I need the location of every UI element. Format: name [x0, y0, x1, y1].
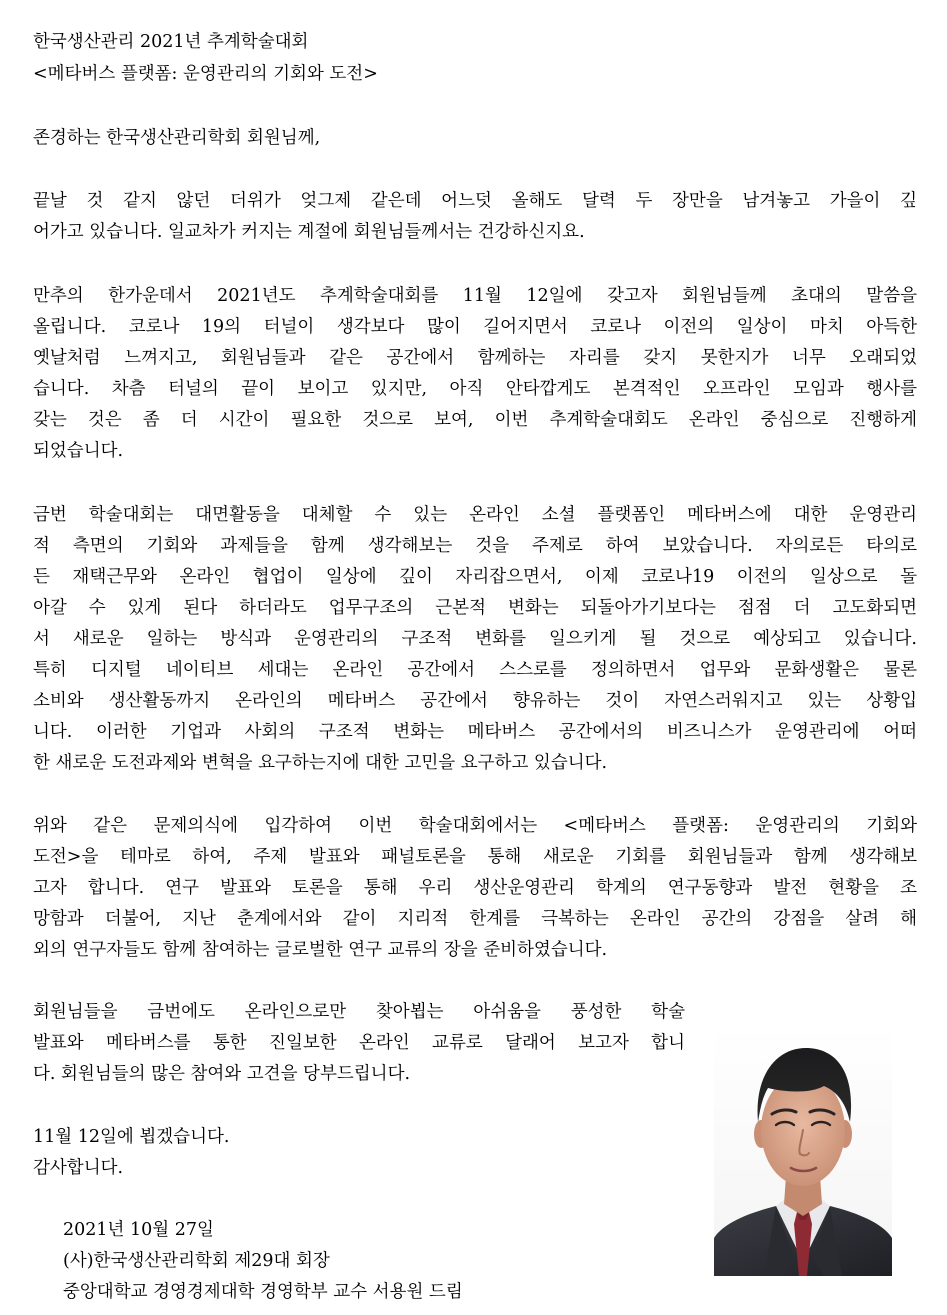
paragraph-line: 든 재택근무와 온라인 협업이 일상에 깊이 자리잡으면서, 이제 코로나19 이전의 일상으로 돌	[33, 567, 917, 587]
paragraph-line: 위와 같은 문제의식에 입각하여 이번 학술대회에서는 <메타버스 플랫폼: 운영관리의 기회와	[33, 816, 917, 836]
closing-thanks: 감사합니다.	[33, 1158, 124, 1178]
paragraph-line: 외의 연구자들도 함께 참여하는 글로벌한 연구 교류의 장을 준비하였습니다.	[33, 940, 608, 960]
paragraph-line: 옛날처럼 느껴지고, 회원님들과 같은 공간에서 함께하는 자리를 갖지 못한지가 너무 오래되었	[33, 348, 917, 368]
paragraph-line: 니다. 이러한 기업과 사회의 구조적 변화는 메타버스 공간에서의 비즈니스가 운영관리에 어떠	[33, 722, 917, 742]
closing-line: 11월 12일에 뵙겠습니다.	[33, 1127, 230, 1147]
salutation: 존경하는 한국생산관리학회 회원님께,	[33, 128, 321, 148]
paragraph-line: 끝날 것 같지 않던 더위가 엊그제 같은데 어느덧 올해도 달력 두 장만을 남겨놓고 가을이 깊	[33, 191, 917, 211]
paragraph-line: 회원님들을 금번에도 온라인으로만 찾아뵙는 아쉬움을 풍성한 학술	[33, 1002, 685, 1022]
paragraph-line: 망함과 더불어, 지난 춘계에서와 같이 지리적 한계를 극복하는 온라인 공간의 강점을 살려 해	[33, 909, 917, 929]
paragraph-line: 습니다. 차츰 터널의 끝이 보이고 있지만, 아직 안타깝게도 본격적인 오프라인 모임과 행사를	[33, 379, 917, 399]
event-theme: <메타버스 플랫폼: 운영관리의 기회와 도전>	[33, 64, 378, 84]
signature-name: 중앙대학교 경영경제대학 경영학부 교수 서용원 드림	[63, 1282, 463, 1302]
paragraph-line: 갖는 것은 좀 더 시간이 필요한 것으로 보여, 이번 추계학술대회도 온라인 중심으로 진행하게	[33, 410, 917, 430]
signature-date: 2021년 10월 27일	[63, 1220, 214, 1240]
paragraph-line: 아갈 수 있게 된다 하더라도 업무구조의 근본적 변화는 되돌아가기보다는 점점 더 고도화되면	[33, 598, 917, 618]
paragraph-line: 도전>을 테마로 하여, 주제 발표와 패널토론을 통해 새로운 기회를 회원님들과 함께 생각해보	[33, 847, 917, 867]
paragraph-line: 되었습니다.	[33, 441, 124, 461]
paragraph-line: 만추의 한가운데서 2021년도 추계학술대회를 11월 12일에 갖고자 회원님들께 초대의 말씀을	[33, 286, 917, 306]
paragraph-line: 적 측면의 기회와 과제들을 함께 생각해보는 것을 주제로 하여 보았습니다. 자의로든 타의로	[33, 536, 917, 556]
paragraph-line: 올립니다. 코로나 19의 터널이 생각보다 많이 길어지면서 코로나 이전의 일상이 마치 아득한	[33, 317, 917, 337]
paragraph-line: 한 새로운 도전과제와 변혁을 요구하는지에 대한 고민을 요구하고 있습니다.	[33, 753, 608, 773]
signature-org: (사)한국생산관리학회 제29대 회장	[63, 1251, 330, 1271]
paragraph-line: 발표와 메타버스를 통한 진일보한 온라인 교류로 달래어 보고자 합니	[33, 1033, 685, 1053]
paragraph-line: 어가고 있습니다. 일교차가 커지는 계절에 회원님들께서는 건강하신지요.	[33, 222, 585, 242]
paragraph-line: 다. 회원님들의 많은 참여와 고견을 당부드립니다.	[33, 1064, 411, 1084]
paragraph-line: 특히 디지털 네이티브 세대는 온라인 공간에서 스스로를 정의하면서 업무와 문화생활은 물론	[33, 660, 917, 680]
author-portrait-photo	[714, 1026, 892, 1276]
paragraph-line: 소비와 생산활동까지 온라인의 메타버스 공간에서 향유하는 것이 자연스러워지고 있는 상황입	[33, 691, 917, 711]
paragraph-line: 서 새로운 일하는 방식과 운영관리의 구조적 변화를 일으키게 될 것으로 예상되고 있습니다.	[33, 629, 917, 649]
paragraph-line: 금번 학술대회는 대면활동을 대체할 수 있는 온라인 소셜 플랫폼인 메타버스에 대한 운영관리	[33, 505, 917, 525]
paragraph-line: 고자 합니다. 연구 발표와 토론을 통해 우리 생산운영관리 학계의 연구동향과 발전 현황을 조	[33, 878, 917, 898]
event-title: 한국생산관리 2021년 추계학술대회	[33, 32, 309, 52]
